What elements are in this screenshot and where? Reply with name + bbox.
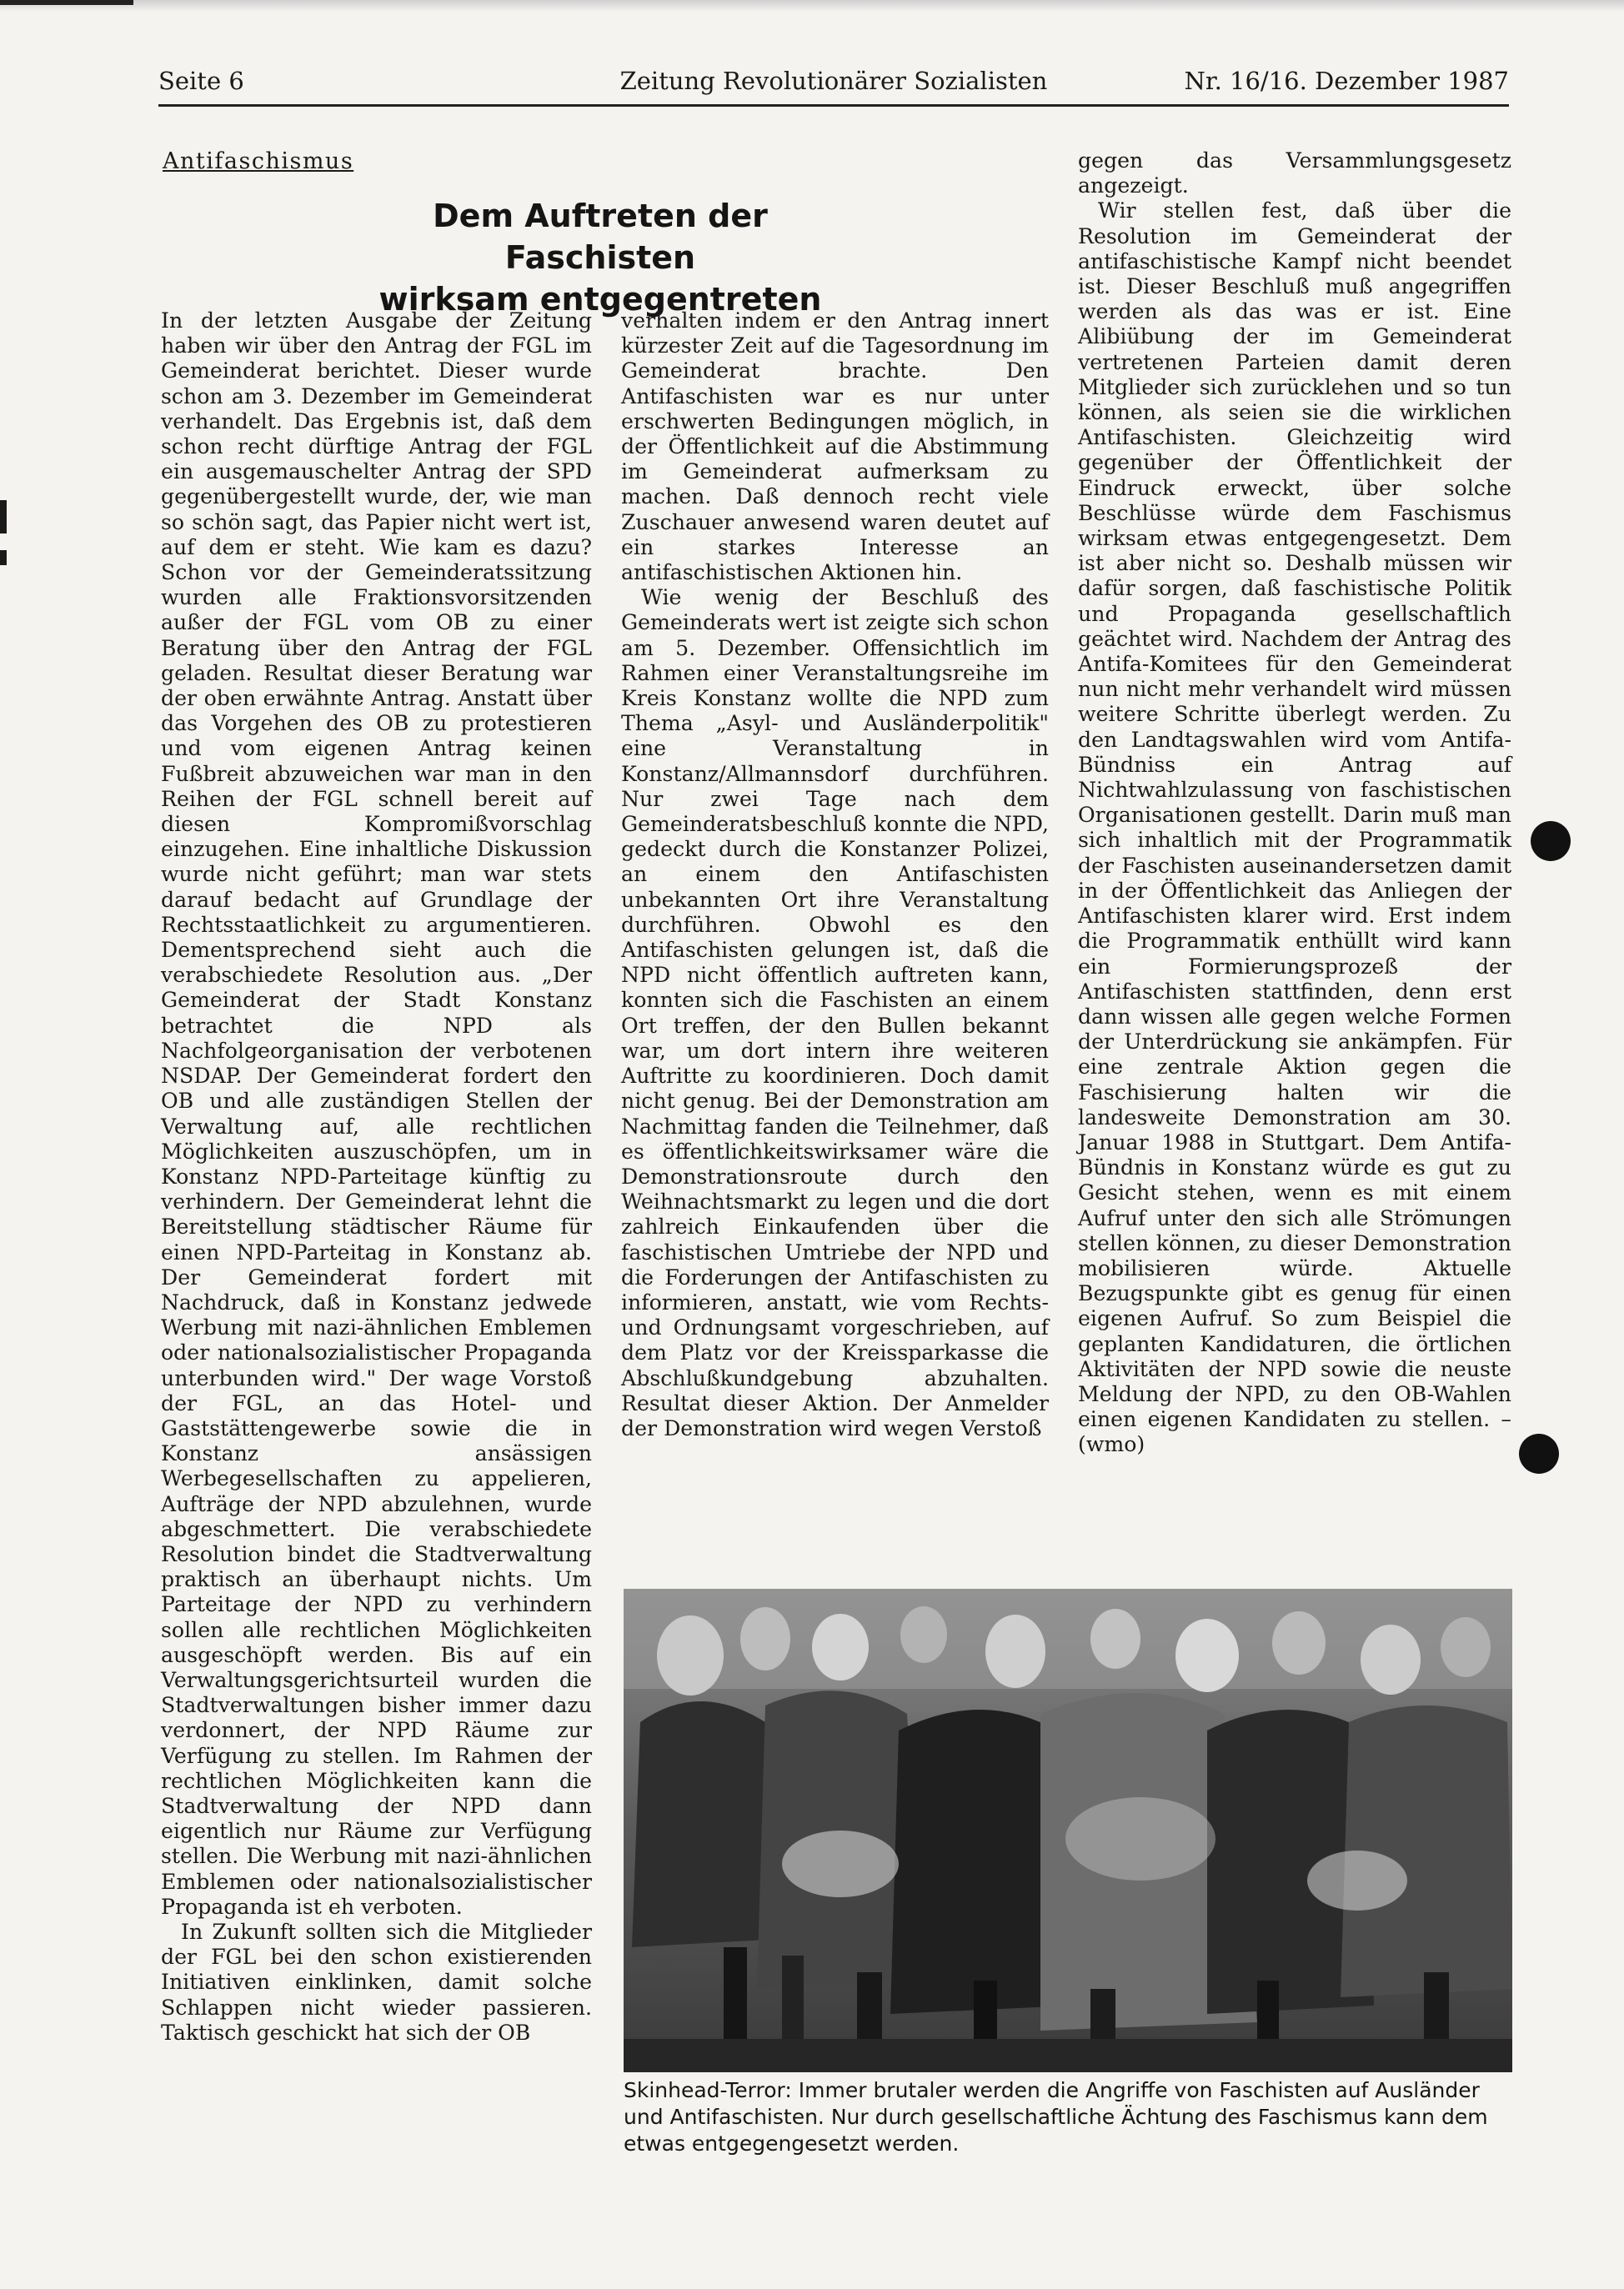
crowd-photo-illustration [624, 1589, 1512, 2072]
paragraph: In der letzten Ausgabe der Zeitung haben wir über den Antrag der FGL im Gemeinderat berichtet. Dieser wurde schon am 3. Dezember im Gemeinderat verhandelt. Das Ergebnis ist, daß dem schon recht dürftige Antrag der FGL ein ausgemauschelter Antrag der SPD gegenübergestellt wurde, der, wie man so schön sagt, das Papier nicht wert ist, auf dem er steht. Wie kam es dazu? Schon vor der Gemeinderatssitzung wurden alle Fraktionsvorsitzenden außer der FGL vom OB zu einer Beratung über den Antrag der FGL geladen. Resultat dieser Beratung war der oben erwähnte Antrag. Anstatt über das Vorgehen des OB zu protestieren und vom eigenen Antrag keinen Fußbreit abzuweichen war man in den Reihen der FGL schnell bereit auf diesen Kompromißvorschlag einzugehen. Eine inhaltliche Diskussion wurde nicht geführt; man war stets darauf bedacht auf Grundlage der Rechtsstaatlichkeit zu argumentieren. Dementsprechend sieht auch die verabschiedete Resolution aus. „Der Gemeinderat der Stadt Konstanz betrachtet die NPD als Nachfolgeorganisation der verbotenen NSDAP. Der Gemeinderat fordert den OB und alle zuständigen Stellen der Verwaltung auf, alle rechtlichen Möglichkeiten auszuschöpfen, um in Konstanz NPD-Parteitage künftig zu verhindern. Der Gemeinderat lehnt die Bereitstellung städtischer Räume für einen NPD-Parteitag in Konstanz ab. Der Gemeinderat fordert mit Nachdruck, daß in Konstanz jedwede Werbung mit nazi-ähnlichen Emblemen oder nationalsozialistischer Propaganda unterbunden wird." Der wage Vorstoß der FGL, an das Hotel- und Gaststättengewerbe sowie die in Konstanz ansässigen Werbegesellschaften zu appelieren, Aufträge der NPD abzulehnen, wurde abgeschmettert. Die verabschiedete Resolution bindet die Stadtverwaltung praktisch an überhaupt nichts. Um Parteitage der NPD zu verhindern sollen alle rechtlichen Möglichkeiten ausgeschöpft werden. Bis auf ein Verwaltungsgerichtsurteil wurden die Stadtverwaltungen bisher immer dazu verdonnert, der NPD Räume zur Verfügung zu stellen. Im Rahmen der rechtlichen Möglichkeiten kann die Stadtverwaltung der NPD dann eigentlich nur Räume zur Verfügung stellen. Die Werbung mit nazi-ähnlichen Emblemen oder nationalsozialistischer Propaganda ist eh verboten. [161, 308, 592, 1919]
headline-line-2: wirksam entgegentreten [378, 281, 822, 318]
news-photo [624, 1589, 1512, 2072]
article-column-2 [621, 308, 1049, 1441]
scan-edge-mark [0, 550, 7, 565]
paragraph: verhalten indem er den Antrag innert kürzester Zeit auf die Tagesordnung im Gemeinderat brachte. Den Antifaschisten war es nur unter erschwerten Bedingungen möglich, in der Öffentlichkeit auf die Abstimmung im Gemeinderat aufmerksam zu machen. Daß dennoch recht viele Zuschauer anwesend waren deutet auf ein starkes Interesse an antifaschistischen Aktionen hin. [621, 308, 1049, 585]
paragraph: Wir stellen fest, daß über die Resolution im Gemeinderat der antifaschistische Kampf nicht beendet ist. Dieser Beschluß muß angegriffen werden als das was er ist. Eine Alibiübung der im Gemeinderat vertretenen Parteien damit deren Mitglieder sich zurücklehen und so tun können, als seien sie die wirklichen Antifaschisten. Gleichzeitig wird gegenüber der Öffentlichkeit der Eindruck erweckt, über solche Beschlüsse würde dem Faschismus wirksam etwas entgegengesetzt. Dem ist aber nicht so. Deshalb müssen wir dafür sorgen, daß faschistische Politik und Propaganda gesellschaftlich geächtet wird. Nachdem der Antrag des Antifa-Komitees für den Gemeinderat nun nicht mehr verhandelt wird müssen weitere Schritte überlegt werden. Zu den Landtagswahlen wird vom Antifa-Bündniss ein Antrag auf Nichtwahlzulassung von faschistischen Organisationen gestellt. Darin muß man sich inhaltlich mit der Programmatik der Faschisten auseinandersetzen damit in der Öffentlichkeit das Anliegen der Antifaschisten klarer wird. Erst indem die Programmatik enthüllt wird kann ein Formierungsprozeß der Antifaschisten stattfinden, denn erst dann wissen alle gegen welche Formen der Unterdrückung sie ankämpfen. Für eine zentrale Aktion gegen die Faschisierung halten wir die landesweite Demonstration am 30. Januar 1988 in Stuttgart. Dem Antifa-Bündnis in Konstanz würde es gut zu Gesicht stehen, wenn es mit einem Aufruf unter den sich alle Strömungen stellen können, zu dieser Demonstration mobilisieren würde. Aktuelle Bezugspunkte gibt es genug für einen eigenen Aufruf. So zum Beispiel die geplanten Kandidaturen, die örtlichen Aktivitäten der NPD sowie die neuste Meldung der NPD, zu den OB-Wahlen einen eigenen Kandidaten zu stellen. – (wmo) [1078, 198, 1511, 1457]
section-label: Antifaschismus [163, 148, 354, 174]
paragraph: Wie wenig der Beschluß des Gemeinderats wert ist zeigte sich schon am 5. Dezember. Offensichtlich im Rahmen einer Veranstaltungsreihe im Kreis Konstanz wollte die NPD zum Thema „Asyl- und Ausländerpolitik" eine Veranstaltung in Konstanz/Allmannsdorf durchführen. Nur zwei Tage nach dem Gemeinderatsbeschluß konnte die NPD, gedeckt durch die Konstanzer Polizei, an einem den Antifaschisten unbekannten Ort ihre Veranstaltung durchführen. Obwohl es den Antifaschisten gelungen ist, daß die NPD nicht öffentlich auftreten kann, konnten sich die Faschisten an einem Ort treffen, der den Bullen bekannt war, um dort intern ihre weiteren Auftritte zu koordinieren. Doch damit nicht genug. Bei der Demonstration am Nachmittag fanden die Teilnehmer, daß es öffentlichkeitswirksamer wäre die Demonstrationsroute durch den Weihnachtsmarkt zu legen und die dort zahlreich Einkaufenden über die faschistischen Umtriebe der NPD und die Forderungen der Antifaschisten zu informieren, anstatt, wie vom Rechts- und Ordnungsamt vorgeschrieben, auf dem Platz vor der Kreissparkasse die Abschlußkundgebung abzuhalten. Resultat dieser Aktion. Der Anmelder der Demonstration wird wegen Verstoß [621, 585, 1049, 1440]
article-headline [350, 195, 850, 320]
paragraph: gegen das Versammlungsgesetz angezeigt. [1078, 148, 1511, 198]
punch-hole [1519, 1434, 1559, 1474]
article-column-1 [161, 308, 592, 2046]
header-divider [158, 104, 1509, 107]
scan-top-mark [0, 0, 133, 5]
scan-top-shadow [0, 0, 1624, 12]
issue-date: Nr. 16/16. Dezember 1987 [1184, 67, 1509, 95]
headline-line-1: Dem Auftreten der Faschisten [433, 198, 768, 276]
page-number: Seite 6 [158, 67, 244, 95]
paragraph: In Zukunft sollten sich die Mitglieder der FGL bei den schon existierenden Initiativen einklinken, damit solche Schlappen nicht wieder passieren. Taktisch geschickt hat sich der OB [161, 1920, 592, 2045]
article-column-3 [1078, 148, 1511, 1458]
page-header [158, 60, 1509, 102]
scan-edge-mark [0, 500, 7, 533]
publication-title: Zeitung Revolutionärer Sozialisten [619, 67, 1048, 95]
punch-hole [1531, 821, 1571, 861]
photo-caption: Skinhead-Terror: Immer brutaler werden die Angriffe von Faschisten auf Ausländer und Antifaschisten. Nur durch gesellschaftliche Ächtung des Faschismus kann dem etwas entgegengesetzt werden. [624, 2078, 1488, 2156]
